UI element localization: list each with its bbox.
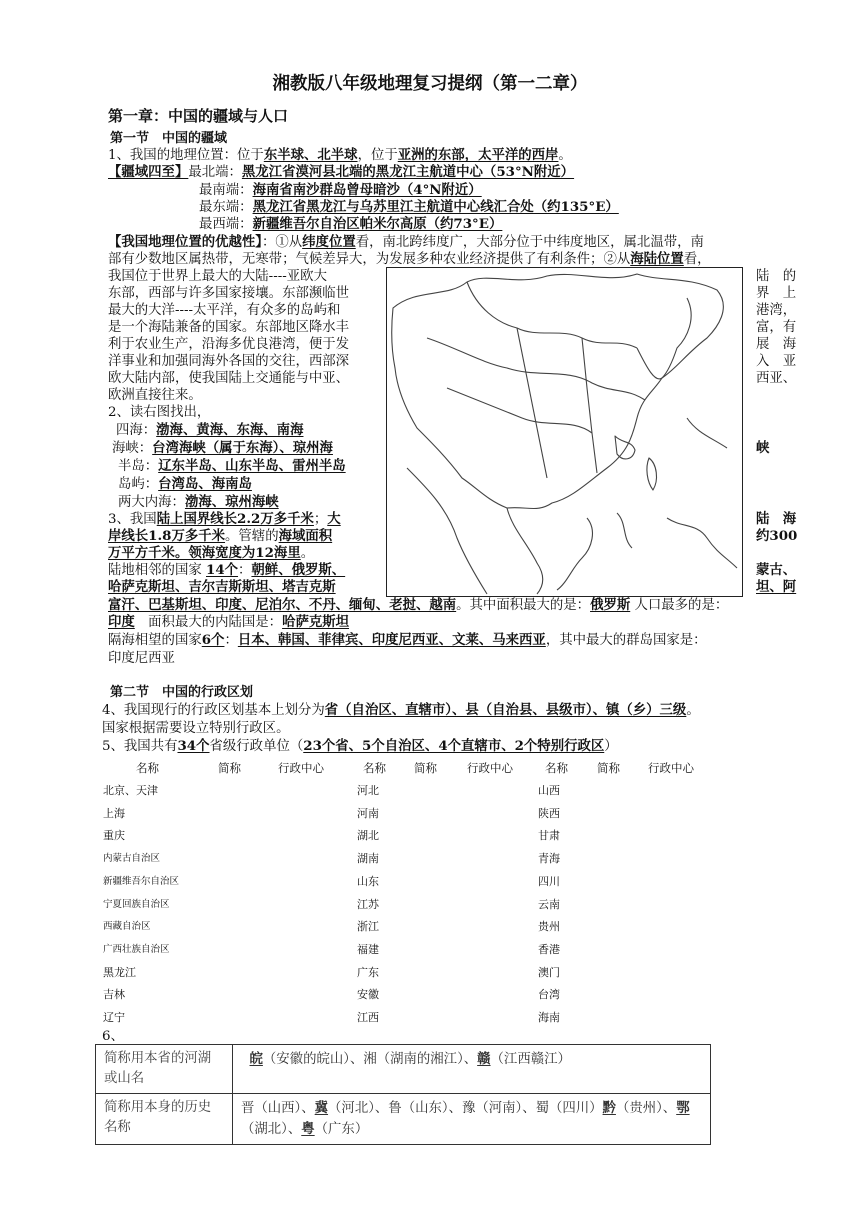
row-header: 简称用本省的河湖或山名 bbox=[96, 1045, 233, 1094]
table-header: 名称 bbox=[363, 761, 386, 775]
q3-line-5: 哈萨克斯坦、吉尔吉斯斯坦、塔吉克斯 bbox=[108, 579, 336, 595]
row-content: 晋（山西）、冀（河北）、鲁（山东）、豫（河南）、蜀（四川）黔（贵州）、鄂（湖北）、粤（广东） bbox=[233, 1094, 711, 1145]
table-cell: 宁夏回族自治区 bbox=[103, 898, 170, 910]
table-cell: 山东 bbox=[357, 874, 379, 888]
table-cell: 新疆维吾尔自治区 bbox=[103, 875, 180, 887]
q6-label: 6、 bbox=[102, 1029, 124, 1044]
q2-peninsulas: 半岛：辽东半岛、山东半岛、雷州半岛 bbox=[118, 458, 346, 474]
table-header: 行政中心 bbox=[648, 761, 694, 775]
table-cell: 青海 bbox=[538, 852, 560, 866]
table-cell: 辽宁 bbox=[103, 1011, 125, 1024]
table-cell: 福建 bbox=[357, 942, 379, 956]
table-row bbox=[96, 1045, 711, 1094]
chapter-heading: 第一章：中国的疆域与人口 bbox=[108, 107, 289, 125]
table-cell: 西藏自治区 bbox=[103, 921, 151, 933]
q3-right: 陆 海 bbox=[756, 511, 797, 527]
q3-line-8: 隔海相望的国家6个：日本、韩国、菲律宾、印度尼西亚、文莱、马来西亚，其中最大的群岛国家是： bbox=[108, 632, 707, 648]
table-cell: 浙江 bbox=[357, 920, 379, 934]
adv-right: 富，有 bbox=[756, 320, 797, 335]
table-cell: 云南 bbox=[538, 897, 560, 911]
table-cell: 黑龙江 bbox=[103, 965, 136, 979]
q3-right: 坦、阿 bbox=[756, 579, 797, 595]
table-cell: 湖北 bbox=[357, 829, 379, 843]
table-cell: 内蒙古自治区 bbox=[103, 853, 161, 865]
q3-line-2: 岸线长1.8万多千米。管辖的海域面积 bbox=[108, 528, 333, 544]
ext-west: 最西端：新疆维吾尔自治区帕米尔高原（约73°E） bbox=[199, 216, 503, 232]
q3-line-1: 3、我国陆上国界线长2.2万多千米；大 bbox=[108, 511, 341, 527]
q1-line: 1、我国的地理位置：位于东半球、北半球，位于亚洲的东部，太平洋的西岸。 bbox=[108, 147, 572, 163]
adv-line: 洋事业和加强同海外各国的交往，西部深 bbox=[108, 354, 350, 369]
table-cell: 重庆 bbox=[103, 829, 125, 843]
q2-inland-seas: 两大内海：渤海、琼州海峡 bbox=[118, 494, 279, 510]
table-cell: 湖南 bbox=[357, 852, 379, 866]
table-cell: 台湾 bbox=[538, 988, 560, 1002]
row-content: 皖（安徽的皖山）、湘（湖南的湘江）、赣（江西赣江） bbox=[233, 1045, 711, 1094]
section-heading: 第一节 中国的疆域 bbox=[110, 131, 228, 146]
table-cell: 河北 bbox=[357, 784, 379, 797]
section-heading: 第二节 中国的行政区划 bbox=[110, 685, 254, 700]
adv-line: 是一个海陆兼备的国家。东部地区降水丰 bbox=[108, 320, 350, 335]
table-header: 名称 bbox=[545, 761, 568, 775]
q2-title: 2、读右图找出， bbox=[108, 405, 211, 420]
table-header: 简称 bbox=[218, 761, 241, 775]
table-cell: 香港 bbox=[538, 942, 560, 956]
abbreviation-table bbox=[95, 1044, 711, 1145]
table-cell: 广东 bbox=[357, 965, 379, 979]
table-row bbox=[96, 1094, 711, 1145]
table-cell: 河南 bbox=[357, 806, 379, 820]
q2-islands: 岛屿：台湾岛、海南岛 bbox=[118, 476, 252, 492]
q4-line-2: 国家根据需要设立特别行政区。 bbox=[102, 721, 290, 736]
table-cell: 四川 bbox=[538, 874, 560, 888]
table-header: 简称 bbox=[597, 761, 620, 775]
adv-right: 展 海 bbox=[756, 337, 797, 352]
adv-line: 我国位于世界上最大的大陆----亚欧大 bbox=[108, 269, 327, 284]
table-cell: 贵州 bbox=[538, 920, 560, 934]
table-cell: 北京、天津 bbox=[103, 784, 158, 797]
table-cell: 吉林 bbox=[103, 988, 125, 1002]
ext-south: 最南端：海南省南沙群岛曾母暗沙（4°N附近） bbox=[199, 182, 482, 198]
q3-line-4: 陆地相邻的国家 14个：朝鲜、俄罗斯、 bbox=[108, 562, 346, 578]
table-cell: 安徽 bbox=[357, 988, 379, 1002]
ext-north: 【疆域四至】最北端：黑龙江省漠河县北端的黑龙江主航道中心（53°N附近） bbox=[108, 164, 575, 180]
table-cell: 陕西 bbox=[538, 806, 560, 820]
table-cell: 江西 bbox=[357, 1011, 379, 1024]
map-outline-icon bbox=[387, 268, 741, 595]
adv-line: 利于农业生产，沿海多优良港湾，便于发 bbox=[108, 337, 350, 352]
adv-line-2: 部有少数地区属热带，无寒带；气候差异大，为发展多种农业经济提供了有利条件；②从海陆位置看， bbox=[108, 251, 711, 267]
adv-right: 入 亚 bbox=[756, 354, 797, 369]
adv-right: 陆 的 bbox=[756, 269, 797, 284]
adv-line: 欧大陆内部，使我国陆上交通能与中亚、 bbox=[108, 371, 350, 386]
adv-line: 欧洲直接往来。 bbox=[108, 388, 202, 403]
q3-right: 蒙古、 bbox=[756, 562, 797, 578]
q2-straits: 海峡：台湾海峡（属于东海）、琼州海 bbox=[112, 440, 333, 456]
adv-line-1: 【我国地理位置的优越性】：①从纬度位置看，南北跨纬度广，大部分位于中纬度地区，属北温带，南 bbox=[108, 234, 704, 250]
q5-line: 5、我国共有34个省级行政单位（23个省、5个自治区、4个直辖市、2个特别行政区） bbox=[102, 738, 618, 754]
table-cell: 甘肃 bbox=[538, 829, 560, 843]
q3-line-9: 印度尼西亚 bbox=[108, 651, 175, 666]
q2-straits-end: 峡 bbox=[756, 440, 770, 456]
q3-line-6: 富汗、巴基斯坦、印度、尼泊尔、不丹、缅甸、老挝、越南。其中面积最大的是：俄罗斯 人口最多的是： bbox=[108, 597, 729, 613]
table-header: 行政中心 bbox=[467, 761, 513, 775]
table-cell: 澳门 bbox=[538, 965, 560, 979]
q3-line-7: 印度 面积最大的内陆国是：哈萨克斯坦 bbox=[108, 614, 350, 630]
row-header: 简称用本身的历史名称 bbox=[96, 1094, 233, 1145]
adv-right: 港湾， bbox=[756, 303, 797, 318]
table-cell: 海南 bbox=[538, 1011, 560, 1024]
q3-line-3: 万平方千米。领海宽度为12海里。 bbox=[108, 545, 315, 561]
china-map bbox=[386, 267, 743, 597]
table-cell: 山西 bbox=[538, 784, 560, 797]
table-header: 简称 bbox=[414, 761, 437, 775]
table-header: 名称 bbox=[136, 761, 159, 775]
adv-line: 最大的大洋----太平洋，有众多的岛屿和 bbox=[108, 303, 341, 318]
table-cell: 上海 bbox=[103, 806, 125, 820]
ext-east: 最东端：黑龙江省黑龙江与乌苏里江主航道中心线汇合处（约135°E） bbox=[199, 199, 619, 215]
adv-line: 东部，西部与许多国家接壤。东部濒临世 bbox=[108, 286, 350, 301]
table-header: 行政中心 bbox=[278, 761, 324, 775]
q3-right: 约300 bbox=[756, 528, 798, 544]
table-cell: 江苏 bbox=[357, 897, 379, 911]
q4-line-1: 4、我国现行的行政区划基本上划分为省（自治区、直辖市）、县（自治县、县级市）、镇（乡）三级。 bbox=[102, 702, 700, 718]
q2-seas: 四海：渤海、黄海、东海、南海 bbox=[116, 422, 304, 438]
adv-right: 西亚、 bbox=[756, 371, 797, 386]
adv-right: 界 上 bbox=[756, 286, 797, 301]
page-title: 湘教版八年级地理复习提纲（第一二章） bbox=[272, 74, 588, 94]
table-cell: 广西壮族自治区 bbox=[103, 943, 170, 955]
